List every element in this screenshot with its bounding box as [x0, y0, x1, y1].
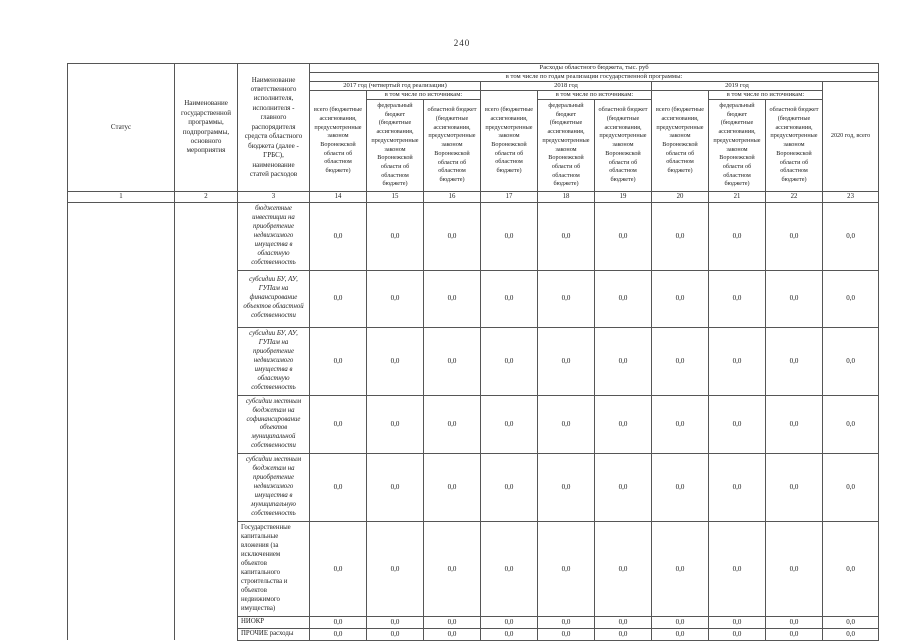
col-15-federal-2017: федеральный бюджет (бюджетные ассигнования, предусмотренные законом Воронежской области об областном бюджете): [367, 100, 424, 192]
value-cell: 0,0: [367, 203, 424, 271]
value-cell: 0,0: [538, 395, 595, 454]
value-cell: 0,0: [310, 270, 367, 327]
value-cell: 0,0: [538, 454, 595, 522]
column-number: 18: [538, 192, 595, 203]
column-number: 22: [766, 192, 823, 203]
col-21-federal-2019: федеральный бюджет (бюджетные ассигнования, предусмотренные законом Воронежской области об областном бюджете): [709, 100, 766, 192]
value-cell: 0,0: [823, 270, 879, 327]
column-number: 16: [424, 192, 481, 203]
value-cell: 0,0: [538, 616, 595, 628]
value-cell: 0,0: [481, 454, 538, 522]
value-cell: 0,0: [481, 395, 538, 454]
value-cell: 0,0: [481, 327, 538, 395]
status-column-header: Статус: [68, 64, 175, 192]
col-18-federal-2018: федеральный бюджет (бюджетные ассигнования, предусмотренные законом Воронежской области об областном бюджете): [538, 100, 595, 192]
value-cell: 0,0: [424, 628, 481, 640]
value-cell: 0,0: [823, 522, 879, 617]
value-cell: 0,0: [766, 454, 823, 522]
value-cell: 0,0: [823, 203, 879, 271]
by-years-band: в том числе по годам реализации государственной программы:: [310, 73, 879, 82]
value-cell: 0,0: [538, 203, 595, 271]
value-cell: 0,0: [823, 395, 879, 454]
status-empty-cell: [68, 203, 175, 641]
value-cell: 0,0: [310, 327, 367, 395]
by-sources-band-2018: в том числе по источникам:: [538, 91, 652, 100]
value-cell: 0,0: [766, 395, 823, 454]
value-cell: 0,0: [424, 327, 481, 395]
value-cell: 0,0: [766, 522, 823, 617]
expenses-title-band: Расходы областного бюджета, тыс. руб: [310, 64, 879, 73]
value-cell: 0,0: [424, 522, 481, 617]
value-cell: 0,0: [709, 628, 766, 640]
row-label: субсидии местным бюджетам на приобретение недвижимого имущества в муниципальную собственность: [238, 454, 310, 522]
value-cell: 0,0: [652, 395, 709, 454]
row-label: субсидии БУ, АУ, ГУПам на приобретение недвижимого имущества в областную собственность: [238, 327, 310, 395]
value-cell: 0,0: [709, 327, 766, 395]
column-number: 3: [238, 192, 310, 203]
value-cell: 0,0: [367, 327, 424, 395]
value-cell: 0,0: [424, 395, 481, 454]
value-cell: 0,0: [652, 616, 709, 628]
value-cell: 0,0: [766, 327, 823, 395]
col-14-total-2017: всего (бюджетные ассигнования, предусмотренные законом Воронежской области об областном бюджете): [310, 91, 367, 192]
value-cell: 0,0: [709, 395, 766, 454]
value-cell: 0,0: [481, 203, 538, 271]
value-cell: 0,0: [367, 522, 424, 617]
value-cell: 0,0: [823, 616, 879, 628]
value-cell: 0,0: [481, 628, 538, 640]
value-cell: 0,0: [652, 628, 709, 640]
page-number: 240: [453, 38, 471, 48]
table-row: [68, 203, 879, 271]
value-cell: 0,0: [652, 327, 709, 395]
value-cell: 0,0: [652, 203, 709, 271]
col-17-total-2018: всего (бюджетные ассигнования, предусмотренные законом Воронежской области об областном бюджете): [481, 91, 538, 192]
year-2020-total-header: 2020 год, всего: [823, 82, 879, 192]
row-label: субсидии БУ, АУ, ГУПам на финансирование объектов областной собственности: [238, 270, 310, 327]
value-cell: 0,0: [424, 270, 481, 327]
value-cell: 0,0: [709, 522, 766, 617]
column-number: 1: [68, 192, 175, 203]
value-cell: 0,0: [310, 616, 367, 628]
value-cell: 0,0: [481, 270, 538, 327]
value-cell: 0,0: [310, 522, 367, 617]
row-label: ПРОЧИЕ расходы: [238, 628, 310, 640]
value-cell: 0,0: [595, 522, 652, 617]
value-cell: 0,0: [538, 522, 595, 617]
column-number: 15: [367, 192, 424, 203]
row-label: бюджетные инвестиции на приобретение недвижимого имущества в областную собственность: [238, 203, 310, 271]
value-cell: 0,0: [652, 454, 709, 522]
value-cell: 0,0: [595, 203, 652, 271]
value-cell: 0,0: [310, 628, 367, 640]
value-cell: 0,0: [652, 270, 709, 327]
by-sources-band-2019: в том числе по источникам:: [709, 91, 823, 100]
value-cell: 0,0: [367, 395, 424, 454]
column-number: 21: [709, 192, 766, 203]
column-number: 23: [823, 192, 879, 203]
value-cell: 0,0: [766, 270, 823, 327]
column-number: 20: [652, 192, 709, 203]
col-16-regional-2017: областной бюджет (бюджетные ассигнования, предусмотренные законом Воронежской области об областном бюджете): [424, 100, 481, 192]
value-cell: 0,0: [709, 203, 766, 271]
value-cell: 0,0: [538, 327, 595, 395]
value-cell: 0,0: [310, 203, 367, 271]
value-cell: 0,0: [709, 270, 766, 327]
row-label: Государственные капитальные вложения (за исключением объектов капитального строительства и объектов недвижимого имущества): [238, 522, 310, 617]
value-cell: 0,0: [823, 628, 879, 640]
column-number: 2: [175, 192, 238, 203]
value-cell: 0,0: [766, 203, 823, 271]
row-label: субсидии местным бюджетам на софинансирование объектов муниципальной собственности: [238, 395, 310, 454]
value-cell: 0,0: [481, 522, 538, 617]
col-19-regional-2018: областной бюджет (бюджетные ассигнования, предусмотренные законом Воронежской области об областном бюджете): [595, 100, 652, 192]
program-empty-cell: [175, 203, 238, 641]
year-2019-band: 2019 год: [652, 82, 823, 91]
col-22-regional-2019: областной бюджет (бюджетные ассигнования, предусмотренные законом Воронежской области об областном бюджете): [766, 100, 823, 192]
value-cell: 0,0: [367, 454, 424, 522]
executor-column-header: Наименование ответственного исполнителя, исполнителя - главного распорядителя средств областного бюджета (далее - ГРБС), наименование статей расходов: [238, 64, 310, 192]
value-cell: 0,0: [310, 454, 367, 522]
value-cell: 0,0: [424, 616, 481, 628]
column-number: 19: [595, 192, 652, 203]
column-number: 17: [481, 192, 538, 203]
value-cell: 0,0: [481, 616, 538, 628]
value-cell: 0,0: [367, 628, 424, 640]
value-cell: 0,0: [595, 454, 652, 522]
header-row-title: [68, 64, 879, 73]
value-cell: 0,0: [652, 522, 709, 617]
value-cell: 0,0: [424, 454, 481, 522]
year-2017-band: 2017 год (четвертый год реализации): [310, 82, 481, 91]
value-cell: 0,0: [424, 203, 481, 271]
value-cell: 0,0: [595, 395, 652, 454]
column-number: 14: [310, 192, 367, 203]
value-cell: 0,0: [538, 270, 595, 327]
value-cell: 0,0: [367, 270, 424, 327]
column-numbers-row: [68, 192, 879, 203]
value-cell: 0,0: [709, 616, 766, 628]
value-cell: 0,0: [823, 327, 879, 395]
value-cell: 0,0: [367, 616, 424, 628]
value-cell: 0,0: [709, 454, 766, 522]
col-20-total-2019: всего (бюджетные ассигнования, предусмотренные законом Воронежской области об областном бюджете): [652, 91, 709, 192]
value-cell: 0,0: [823, 454, 879, 522]
value-cell: 0,0: [766, 616, 823, 628]
value-cell: 0,0: [595, 628, 652, 640]
by-sources-band-2017: в том числе по источникам:: [367, 91, 481, 100]
value-cell: 0,0: [310, 395, 367, 454]
value-cell: 0,0: [595, 616, 652, 628]
year-2018-band: 2018 год: [481, 82, 652, 91]
budget-expenses-table: [67, 63, 879, 641]
value-cell: 0,0: [766, 628, 823, 640]
value-cell: 0,0: [538, 628, 595, 640]
value-cell: 0,0: [595, 270, 652, 327]
row-label: НИОКР: [238, 616, 310, 628]
value-cell: 0,0: [595, 327, 652, 395]
program-column-header: Наименование государственной программы, подпрограммы, основного мероприятия: [175, 64, 238, 192]
